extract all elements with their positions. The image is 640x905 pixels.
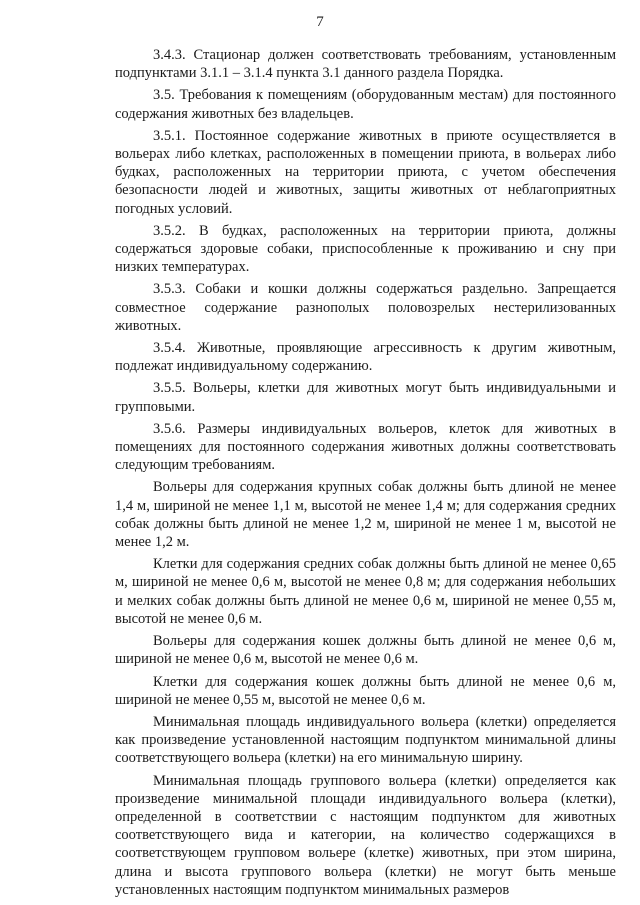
paragraph-3-4-3: 3.4.3. Стационар должен соответствовать требованиям, установленным подпунктами 3.1.1 – 3.1.4 пункта 3.1 данного раздела Порядка. [115, 47, 616, 82]
paragraph-3-5-6: 3.5.6. Размеры индивидуальных вольеров, клеток для животных в помещениях для постоянного содержания животных должны соответствовать следующим требованиям. [115, 420, 616, 474]
paragraph-3-5-4: 3.5.4. Животные, проявляющие агрессивность к другим животным, подлежат индивидуальному содержанию. [115, 340, 616, 375]
document-body [115, 46, 616, 903]
paragraph-cat-enclosures: Вольеры для содержания кошек должны быть длиной не менее 0,6 м, шириной не менее 0,6 м, высотой не менее 0,6 м. [115, 633, 616, 668]
paragraph-3-5: 3.5. Требования к помещениям (оборудованным местам) для постоянного содержания животных без владельцев. [115, 87, 616, 122]
paragraph-3-5-3: 3.5.3. Собаки и кошки должны содержаться раздельно. Запрещается совместное содержание разнополых половозрелых нестерилизованных животных. [115, 281, 616, 334]
paragraph-individual-area: Минимальная площадь индивидуального вольера (клетки) определяется как произведение установленной настоящим подпунктом минимальной длины соответствующего вольера (клетки) на его минимальную ширину. [115, 713, 616, 767]
paragraph-group-area: Минимальная площадь группового вольера (клетки) определяется как произведение минимальной площади индивидуального вольера (клетки), определенной в соответствии с настоящим подпунктом для животных соответствующего вида и категории, на количество содержащихся в соответствующем групповом вольере (клетке) животных, при этом ширина, длина и высота группового вольера (клетки) не могут быть меньше установленных настоящим подпунктом минимальных размеров [115, 772, 616, 898]
paragraph-3-5-2: 3.5.2. В будках, расположенных на территории приюта, должны содержаться здоровые собаки, приспособленные к проживанию и сну при низких температурах. [115, 222, 616, 276]
paragraph-3-5-5: 3.5.5. Вольеры, клетки для животных могут быть индивидуальными и групповыми. [115, 380, 616, 415]
paragraph-dog-cages: Клетки для содержания средних собак должны быть длиной не менее 0,65 м, шириной не менее 0,6 м, высотой не менее 0,8 м; для содержания небольших и мелких собак должны быть длиной не менее 0,6 м, шириной не менее 0,55 м, высотой не менее 0,6 м. [115, 556, 616, 627]
paragraph-cat-cages: Клетки для содержания кошек должны быть длиной не менее 0,6 м, шириной не менее 0,55 м, высотой не менее 0,6 м. [115, 673, 616, 708]
paragraph-dog-enclosures: Вольеры для содержания крупных собак должны быть длиной не менее 1,4 м, шириной не менее 1,1 м, высотой не менее 1,4 м; для содержания средних собак должны быть длиной не менее 1,2 м, шириной не менее 1 м, высотой не менее 1,2 м. [115, 479, 616, 551]
paragraph-3-5-1: 3.5.1. Постоянное содержание животных в приюте осуществляется в вольерах либо клетках, расположенных в помещении приюта, в вольерах либо будках, расположенных на территории приюта, с учетом обеспечения безопасности людей и животных, защиты животных от неблагоприятных погодных условий. [115, 127, 616, 217]
page-number: 7 [316, 14, 324, 30]
